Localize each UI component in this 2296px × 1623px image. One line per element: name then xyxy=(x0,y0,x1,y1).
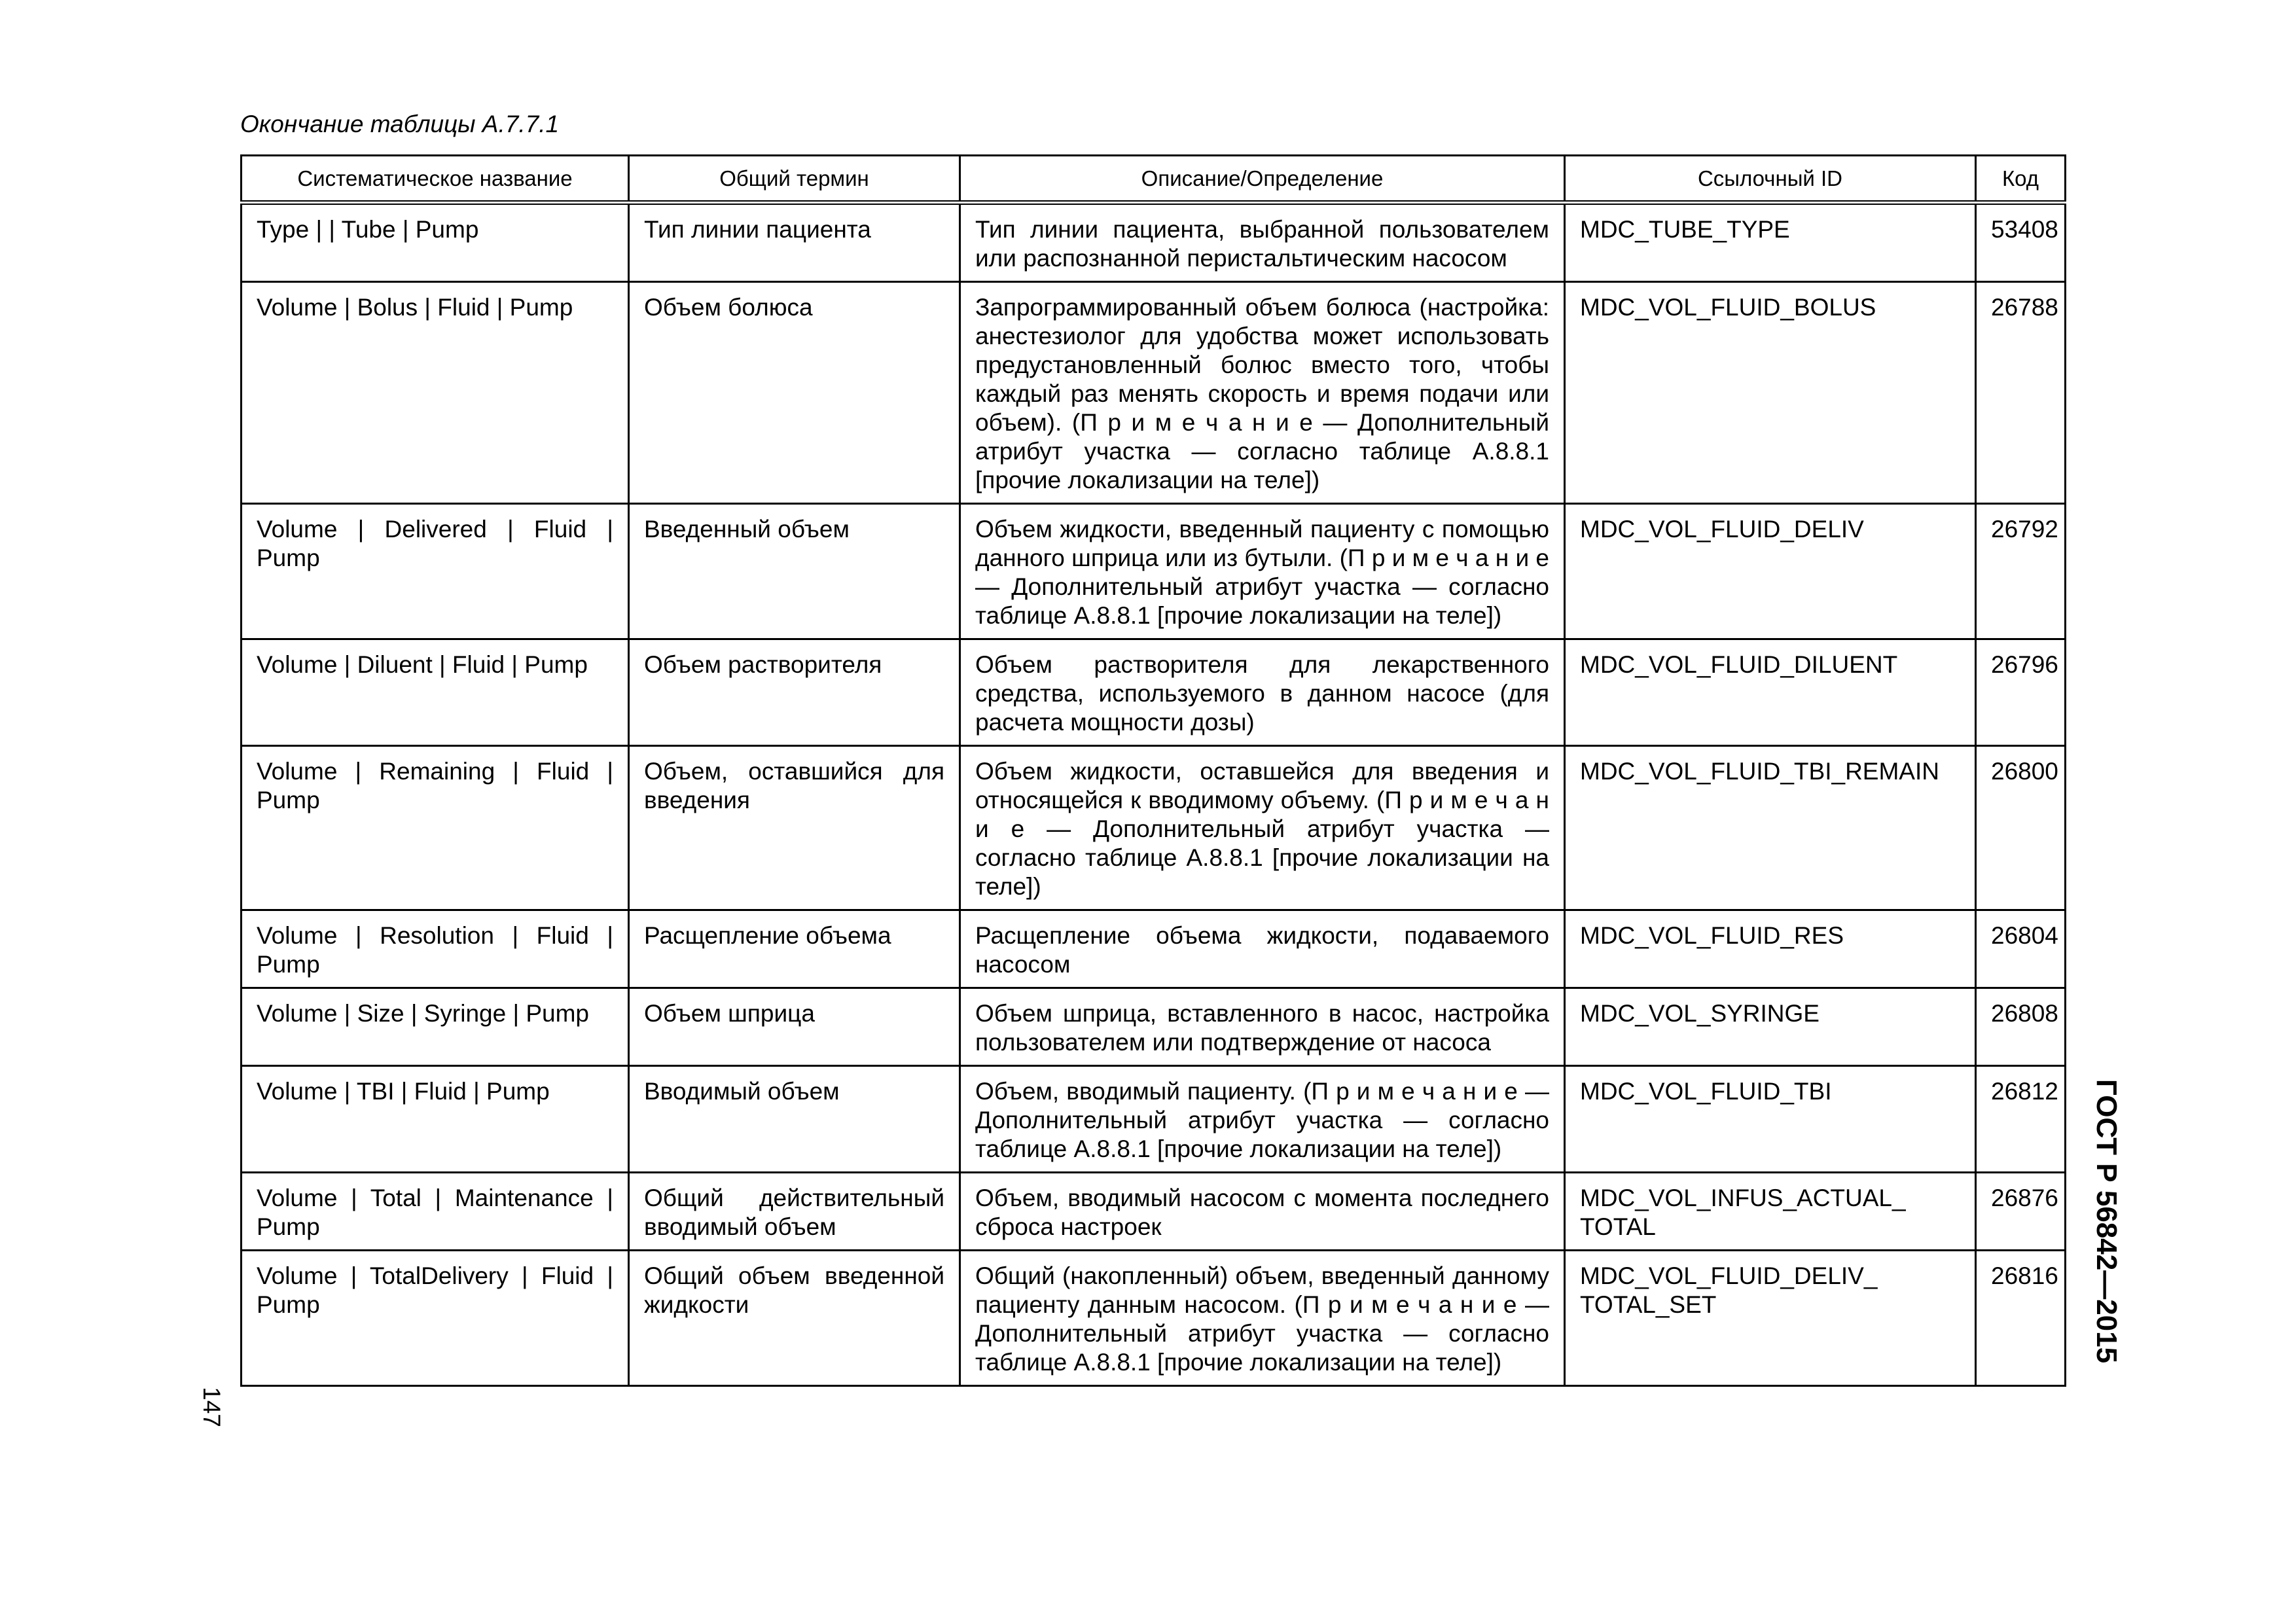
page-number: 147 xyxy=(198,1387,225,1427)
code-cell: 53408 xyxy=(1976,203,2066,282)
common-term-cell: Объем растворителя xyxy=(629,639,960,746)
systematic-name-cell: Volume | Diluent | Fluid | Pump xyxy=(242,639,629,746)
terms-table xyxy=(240,154,2066,1387)
table-row xyxy=(242,504,2066,639)
header-reference-id: Ссылочный ID xyxy=(1565,156,1976,203)
code-cell: 26804 xyxy=(1976,910,2066,988)
reference-id-cell: MDC_TUBE_TYPE xyxy=(1565,203,1976,282)
description-cell: Объем растворителя для лекарственного средства, используемого в данном насосе (для расчета мощности дозы) xyxy=(960,639,1565,746)
code-cell: 26796 xyxy=(1976,639,2066,746)
description-cell: Расщепление объема жидкости, подаваемого насосом xyxy=(960,910,1565,988)
code-cell: 26808 xyxy=(1976,988,2066,1066)
systematic-name-cell: Volume | Resolution | Fluid | Pump xyxy=(242,910,629,988)
common-term-cell: Тип линии пациента xyxy=(629,203,960,282)
header-code: Код xyxy=(1976,156,2066,203)
code-cell: 26816 xyxy=(1976,1251,2066,1386)
description-cell: Объем шприца, вставленного в насос, настройка пользователем или подтверждение от насоса xyxy=(960,988,1565,1066)
table-caption: Окончание таблицы А.7.7.1 xyxy=(240,111,560,137)
description-cell: Объем, вводимый пациенту. (П р и м е ч а н и е — Дополнительный атрибут участка — согласно таблице А.8.8.1 [прочие локализации на теле]) xyxy=(960,1066,1565,1173)
description-cell: Общий (накопленный) объем, введенный данному пациенту данным насосом. (П р и м е ч а н и е — Дополнительный атрибут участка — согласно таблице А.8.8.1 [прочие локализации на теле]) xyxy=(960,1251,1565,1386)
systematic-name-cell: Volume | TBI | Fluid | Pump xyxy=(242,1066,629,1173)
reference-id-cell: MDC_VOL_FLUID_DILUENT xyxy=(1565,639,1976,746)
systematic-name-cell: Volume | TotalDelivery | Fluid | Pump xyxy=(242,1251,629,1386)
common-term-cell: Общий объем введенной жидкости xyxy=(629,1251,960,1386)
reference-id-cell: MDC_VOL_FLUID_DELIV_ TOTAL_SET xyxy=(1565,1251,1976,1386)
reference-id-cell: MDC_VOL_INFUS_ACTUAL_ TOTAL xyxy=(1565,1173,1976,1251)
document-id: ГОСТ Р 56842—2015 xyxy=(2090,1079,2123,1364)
reference-id-cell: MDC_VOL_SYRINGE xyxy=(1565,988,1976,1066)
common-term-cell: Расщепление объема xyxy=(629,910,960,988)
common-term-cell: Общий действительный вводимый объем xyxy=(629,1173,960,1251)
code-cell: 26812 xyxy=(1976,1066,2066,1173)
table-row xyxy=(242,746,2066,910)
common-term-cell: Вводимый объем xyxy=(629,1066,960,1173)
table-row xyxy=(242,988,2066,1066)
table-row xyxy=(242,1173,2066,1251)
reference-id-cell: MDC_VOL_FLUID_RES xyxy=(1565,910,1976,988)
systematic-name-cell: Type | | Tube | Pump xyxy=(242,203,629,282)
description-cell: Объем жидкости, оставшейся для введения и относящейся к вводимому объему. (П р и м е ч а н и е — Дополнительный атрибут участка — согласно таблице А.8.8.1 [прочие локализации на теле]) xyxy=(960,746,1565,910)
common-term-cell: Объем болюса xyxy=(629,282,960,504)
description-cell: Объем, вводимый насосом с момента последнего сброса настроек xyxy=(960,1173,1565,1251)
common-term-cell: Объем, оставшийся для введения xyxy=(629,746,960,910)
table-row xyxy=(242,1251,2066,1386)
systematic-name-cell: Volume | Size | Syringe | Pump xyxy=(242,988,629,1066)
table-row xyxy=(242,282,2066,504)
systematic-name-cell: Volume | Delivered | Fluid | Pump xyxy=(242,504,629,639)
common-term-cell: Введенный объем xyxy=(629,504,960,639)
code-cell: 26800 xyxy=(1976,746,2066,910)
header-systematic-name: Систематическое название xyxy=(242,156,629,203)
systematic-name-cell: Volume | Remaining | Fluid | Pump xyxy=(242,746,629,910)
table-header-row xyxy=(242,156,2066,203)
header-common-term: Общий термин xyxy=(629,156,960,203)
reference-id-cell: MDC_VOL_FLUID_BOLUS xyxy=(1565,282,1976,504)
description-cell: Запрограммированный объем болюса (настройка: анестезиолог для удобства может использовать предустановленный болюс вместо того, чтобы каждый раз менять скорость и время подачи или объем). (П р и м е ч а н и е — Дополнительный атрибут участка — согласно таблице А.8.8.1 [прочие локализации на теле]) xyxy=(960,282,1565,504)
header-description: Описание/Определение xyxy=(960,156,1565,203)
systematic-name-cell: Volume | Total | Maintenance | Pump xyxy=(242,1173,629,1251)
code-cell: 26788 xyxy=(1976,282,2066,504)
reference-id-cell: MDC_VOL_FLUID_TBI xyxy=(1565,1066,1976,1173)
table-row xyxy=(242,1066,2066,1173)
table-row xyxy=(242,639,2066,746)
table-row xyxy=(242,910,2066,988)
reference-id-cell: MDC_VOL_FLUID_DELIV xyxy=(1565,504,1976,639)
description-cell: Объем жидкости, введенный пациенту с помощью данного шприца или из бутыли. (П р и м е ч а н и е — Дополнительный атрибут участка — согласно таблице А.8.8.1 [прочие локализации на теле]) xyxy=(960,504,1565,639)
code-cell: 26792 xyxy=(1976,504,2066,639)
table-row xyxy=(242,203,2066,282)
reference-id-cell: MDC_VOL_FLUID_TBI_REMAIN xyxy=(1565,746,1976,910)
common-term-cell: Объем шприца xyxy=(629,988,960,1066)
code-cell: 26876 xyxy=(1976,1173,2066,1251)
systematic-name-cell: Volume | Bolus | Fluid | Pump xyxy=(242,282,629,504)
description-cell: Тип линии пациента, выбранной пользователем или распознанной перистальтическим насосом xyxy=(960,203,1565,282)
